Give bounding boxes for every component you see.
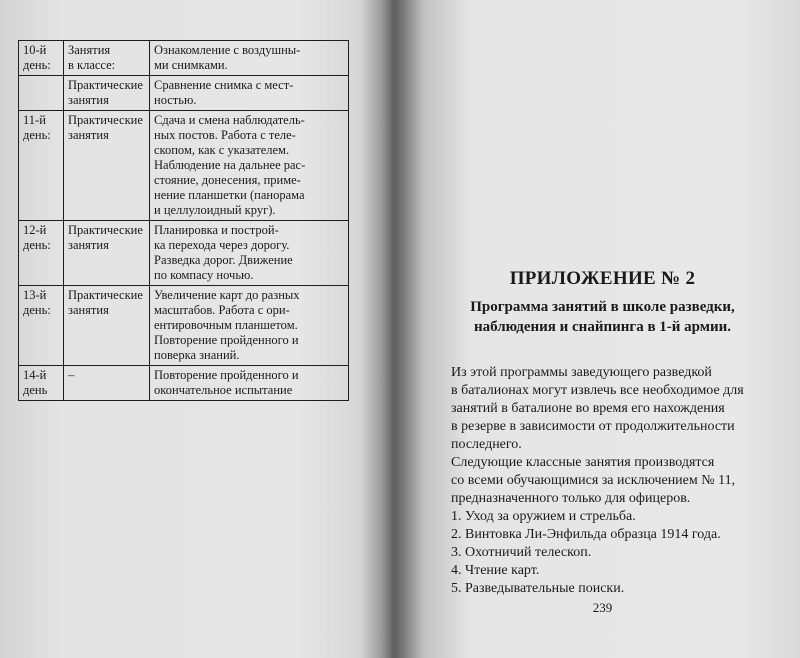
- cell-text-line: Повторение пройденного и: [154, 368, 299, 382]
- cell-text-line: масштабов. Работа с ори-: [154, 303, 290, 317]
- text-line: последнего.: [451, 437, 522, 452]
- cell-text-line: Увеличение карт до разных: [154, 288, 300, 302]
- cell-text-line: Повторение пройденного и: [154, 333, 299, 347]
- cell-text-line: занятия: [68, 303, 109, 317]
- description-cell: [150, 366, 349, 401]
- table-row: [19, 41, 349, 76]
- text-line: в резерве в зависимости от продолжительности: [451, 419, 735, 434]
- cell-text-line: Практические: [68, 113, 143, 127]
- text-line: Следующие классные занятия производятся: [451, 455, 715, 470]
- cell-text-line: 10-й: [23, 43, 47, 57]
- description-cell: [150, 111, 349, 221]
- type-cell: [64, 41, 150, 76]
- cell-text-line: 13-й: [23, 288, 47, 302]
- cell-text-line: в классе:: [68, 58, 116, 72]
- text-line: Из этой программы заведующего разведкой: [451, 365, 712, 380]
- cell-text-line: Ознакомление с воздушны-: [154, 43, 301, 57]
- left-page: [0, 0, 380, 658]
- cell-text-line: по компасу ночью.: [154, 268, 254, 282]
- cell-text-line: 11-й: [23, 113, 46, 127]
- day-cell: [19, 221, 64, 286]
- cell-text-line: день:: [23, 303, 51, 317]
- list-item: 1. Уход за оружием и стрельба.: [451, 509, 636, 524]
- cell-text-line: Занятия: [68, 43, 111, 57]
- cell-text-line: и целлулоидный круг).: [154, 203, 276, 217]
- cell-text-line: Практические: [68, 78, 143, 92]
- table-row: [19, 76, 349, 111]
- table-row: [19, 286, 349, 366]
- paragraph-classes: [427, 454, 779, 508]
- text-line: занятий в баталионе во время его нахождения: [451, 401, 725, 416]
- cell-text-line: 12-й: [23, 223, 47, 237]
- cell-text-line: ностью.: [154, 93, 197, 107]
- cell-text-line: стояние, донесения, приме-: [154, 173, 301, 187]
- type-cell: [64, 286, 150, 366]
- appendix-heading: ПРИЛОЖЕНИЕ № 2: [509, 268, 696, 289]
- page-number: 239: [592, 600, 613, 615]
- day-cell: [19, 366, 64, 401]
- day-cell: [19, 41, 64, 76]
- table-row: [19, 111, 349, 221]
- cell-text-line: день:: [23, 128, 51, 142]
- schedule-table-body: [19, 41, 349, 401]
- cell-text-line: Практические: [68, 288, 143, 302]
- cell-text-line: Разведка дорог. Движение: [154, 253, 293, 267]
- text-line: со всеми обучающимися за исключением № 11,: [451, 473, 736, 488]
- subtitle-line: наблюдения и снайпинга в 1-й армии.: [473, 319, 732, 335]
- description-cell: [150, 221, 349, 286]
- day-cell: [19, 286, 64, 366]
- day-cell: [19, 76, 64, 111]
- text-line: в баталионах могут извлечь все необходимое для: [451, 383, 744, 398]
- cell-text-line: Наблюдение на дальнее рас-: [154, 158, 306, 172]
- cell-text-line: Сравнение снимка с мест-: [154, 78, 294, 92]
- program-subtitle: [405, 297, 800, 337]
- cell-text-line: занятия: [68, 128, 109, 142]
- cell-text-line: ми снимками.: [154, 58, 228, 72]
- day-cell: [19, 111, 64, 221]
- description-cell: [150, 76, 349, 111]
- description-cell: [150, 286, 349, 366]
- type-cell: [64, 111, 150, 221]
- type-cell: [64, 366, 150, 401]
- cell-text-line: окончательное испытание: [154, 383, 293, 397]
- body-text: [427, 364, 779, 598]
- list-item: 5. Разведывательные поиски.: [451, 581, 625, 596]
- cell-text-line: ных постов. Работа с теле-: [154, 128, 296, 142]
- cell-text-line: день: [23, 383, 48, 397]
- list-item: 2. Винтовка Ли-Энфильда образца 1914 года.: [451, 527, 721, 542]
- cell-text-line: ка перехода через дорогу.: [154, 238, 290, 252]
- type-cell: [64, 221, 150, 286]
- cell-text-line: нение планшетки (панорама: [154, 188, 305, 202]
- cell-text-line: Сдача и смена наблюдатель-: [154, 113, 305, 127]
- right-page: [405, 0, 800, 658]
- cell-text-line: ентировочным планшетом.: [154, 318, 298, 332]
- cell-text-line: день:: [23, 238, 51, 252]
- cell-text-line: 14-й: [23, 368, 47, 382]
- training-schedule-table: [18, 40, 349, 401]
- cell-text-line: Планировка и построй-: [154, 223, 279, 237]
- cell-text-line: скопом, как с указателем.: [154, 143, 290, 157]
- table-row: [19, 221, 349, 286]
- cell-text-line: –: [68, 368, 75, 382]
- list-item: 4. Чтение карт.: [451, 563, 540, 578]
- cell-text-line: Практические: [68, 223, 143, 237]
- class-list: [427, 508, 779, 598]
- list-item: 3. Охотничий телескоп.: [451, 545, 592, 560]
- text-line: предназначенного только для офицеров.: [451, 491, 691, 506]
- cell-text-line: день:: [23, 58, 51, 72]
- subtitle-line: Программа занятий в школе разведки,: [470, 299, 735, 315]
- table-row: [19, 366, 349, 401]
- cell-text-line: занятия: [68, 93, 109, 107]
- type-cell: [64, 76, 150, 111]
- bleed-through-text: [34, 430, 334, 464]
- cell-text-line: занятия: [68, 238, 109, 252]
- description-cell: [150, 41, 349, 76]
- paragraph-intro: [427, 364, 779, 454]
- cell-text-line: поверка знаний.: [154, 348, 240, 362]
